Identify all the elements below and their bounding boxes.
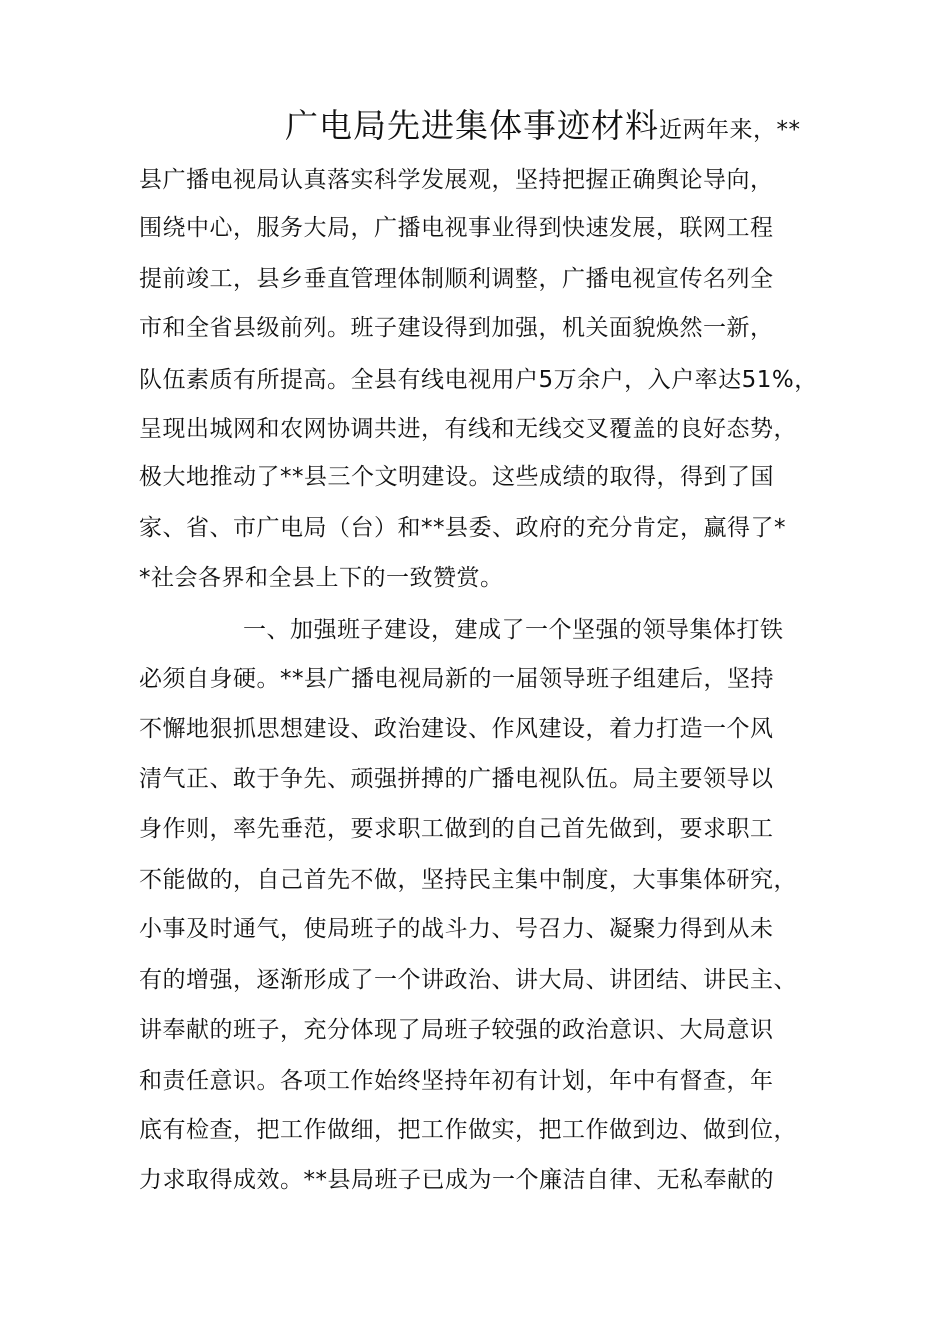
body-line: 不懈地狠抓思想建设、政治建设、作风建设，着力打造一个风 <box>139 716 774 742</box>
body-line: 县广播电视局认真落实科学发展观，坚持把握正确舆论导向， <box>139 167 774 193</box>
body-line: 有的增强，逐渐形成了一个讲政治、讲大局、讲团结、讲民主、 <box>139 967 797 993</box>
body-line: 不能做的，自己首先不做，坚持民主集中制度，大事集体研究， <box>139 867 797 893</box>
body-line: 清气正、敢于争先、顽强拼搏的广播电视队伍。局主要领导以 <box>139 766 774 792</box>
body-line: 围绕中心，服务大局，广播电视事业得到快速发展，联网工程 <box>139 215 774 241</box>
body-line: 家、省、市广电局（台）和**县委、政府的充分肯定，赢得了* <box>139 515 786 541</box>
body-line: 必须自身硬。**县广播电视局新的一届领导班子组建后，坚持 <box>139 666 774 692</box>
body-line: 队伍素质有所提高。全县有线电视用户5万余户，入户率达51%， <box>139 367 818 393</box>
document-title: 广电局先进集体事迹材料 <box>285 106 659 145</box>
title-line <box>285 104 801 154</box>
body-line: 身作则，率先垂范，要求职工做到的自己首先做到，要求职工 <box>139 816 774 842</box>
body-line: 底有检查，把工作做细，把工作做实，把工作做到边、做到位， <box>139 1117 797 1143</box>
section-heading: 一、加强班子建设，建成了一个坚强的领导集体打铁 <box>243 617 784 643</box>
body-line: 极大地推动了**县三个文明建设。这些成绩的取得，得到了国 <box>139 464 774 490</box>
body-line: *社会各界和全县上下的一致赞赏。 <box>139 565 504 591</box>
body-line: 小事及时通气，使局班子的战斗力、号召力、凝聚力得到从未 <box>139 916 774 942</box>
opening-text: 近两年来，** <box>659 117 801 143</box>
body-line: 和责任意识。各项工作始终坚持年初有计划，年中有督查，年 <box>139 1068 774 1094</box>
body-line: 呈现出城网和农网协调共进，有线和无线交叉覆盖的良好态势， <box>139 416 797 442</box>
body-line: 提前竣工，县乡垂直管理体制顺利调整，广播电视宣传名列全 <box>139 266 774 292</box>
body-line: 力求取得成效。**县局班子已成为一个廉洁自律、无私奉献的 <box>139 1167 774 1193</box>
body-line: 讲奉献的班子，充分体现了局班子较强的政治意识、大局意识 <box>139 1017 774 1043</box>
body-line: 市和全省县级前列。班子建设得到加强，机关面貌焕然一新， <box>139 315 774 341</box>
